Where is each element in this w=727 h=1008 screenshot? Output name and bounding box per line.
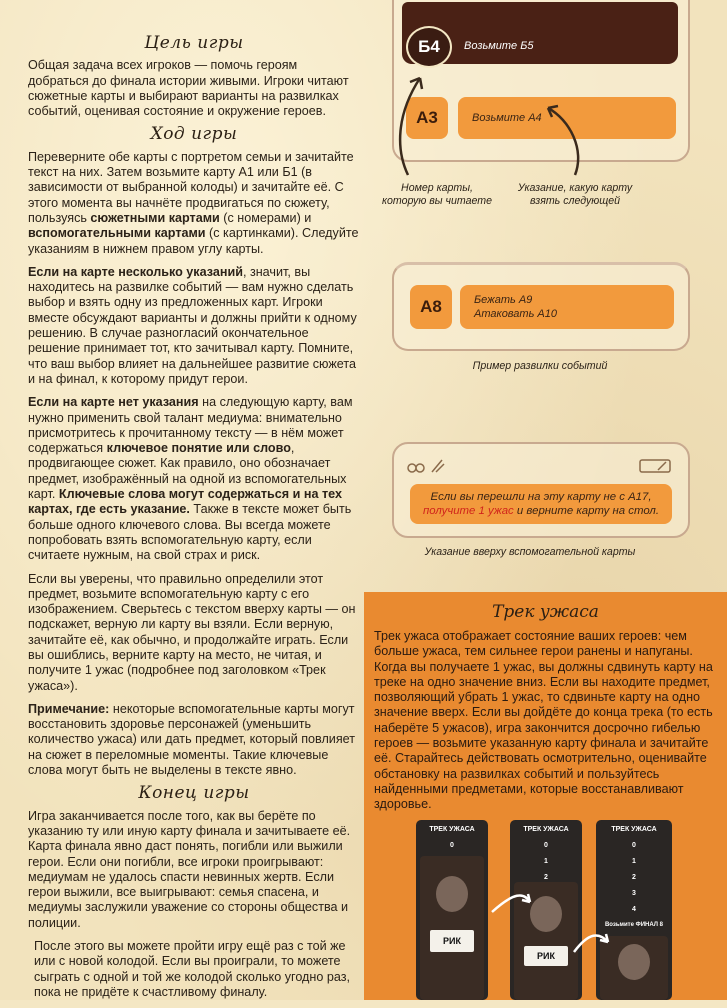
flow-paragraph-2: Если на карте несколько указаний, значит, вы находитесь на развилке событий — вам нужно сделать выбор и взять одну из предложенных карт. Игроки вместе обсуждают варианты и должны прийти к одному решению. В случае разногласий окончательное решение принимает тот, кто зачитывал карту. Помните, что ваш выбор влияет на дальнейшее развитие сюжета и на финал, к которому придут герои.	[28, 264, 357, 386]
goal-heading: Цель игры	[144, 33, 244, 53]
character-name-sign: РИК	[524, 946, 568, 966]
character-portrait	[436, 876, 468, 912]
rules-column	[28, 28, 360, 1008]
track-value: 2	[544, 874, 548, 881]
caption-fork: Пример развилки событий	[472, 360, 608, 372]
end-heading: Конец игры	[138, 783, 250, 804]
pointer-arrows	[380, 60, 620, 180]
item-line-icon	[658, 462, 666, 470]
caption-warning: Указание вверху вспомогательной карты	[424, 546, 636, 558]
fork-number-box: А8	[410, 285, 452, 329]
horror-track-panel	[364, 592, 727, 1000]
slash-icon	[432, 460, 444, 472]
warning-line-1: Если вы перешли на эту карту не с А17,	[430, 491, 652, 503]
card-number-box: А3	[406, 97, 448, 139]
warning-bar	[410, 484, 672, 524]
card-instruction-bar: Возьмите А4	[458, 97, 676, 139]
note-paragraph: Примечание: некоторые вспомогательные карты могут восстановить здоровье персонажей (уменьшить количество ужаса) или дать предмет, который повлияет на сюжет в переломные моменты. Такие ключевые слова могут быть не выделены в тексте явно.	[28, 701, 356, 778]
track-title: ТРЕК УЖАСА	[429, 826, 475, 833]
flow-paragraph-3: Если на карте нет указания на следующую карту, вам нужно применить свой талант медиума: внимательно присмотритесь к прочитанному тексту — в нём может содержаться ключевое понятие или слово, продвигающее сюжет. Как правило, оно обозначает предмет, изображённый на одной из вспомогательных карт. Ключевые слова могут содержаться и на тех картах, где есть указание. Также в тексте может быть больше одного ключевого слова. Вы всегда можете попробовать взять вспомогательную карту, если считаете нужным, на свой страх и риск.	[28, 395, 353, 563]
fork-options-bar	[460, 285, 674, 329]
final-label: Возьмите ФИНАЛ 8	[604, 922, 664, 928]
flow-paragraph-4: Если вы уверены, что правильно определили этот предмет, возьмите вспомогательную карту с его изображением. Сверьтесь с текстом вверху карты — он подскажет, верную ли карту вы взяли. Если верную, зачитайте её, как обычно, и продолжайте играть. Если вы ошиблись, верните карту на место, не читая, и получите 1 ужас (подробнее под заголовком «Трек ужаса»).	[28, 571, 356, 693]
example-card-3	[392, 442, 690, 538]
left-arrow	[400, 78, 420, 175]
track-value: 0	[632, 842, 636, 849]
track-title: ТРЕК УЖАСА	[523, 826, 569, 833]
example-card-2	[392, 262, 690, 351]
track-value: 0	[544, 842, 548, 849]
caption-next-card: Указание, какую карту взять следующей	[517, 182, 633, 207]
end-paragraph-2: После этого вы можете пройти игру ещё раз с той же или с новой колодой. Если вы проиграли, то можете сыграть с одной и той же колодой сколько угодно раз, пока не придёте к счастливому финалу.	[34, 939, 350, 999]
end-paragraph-1: Игра заканчивается после того, как вы берёте по указанию ту или иную карту финала и зачитываете её. Карта финала явно даст понять, погибли или выжили герои. Если они погибли, все игроки проигрывают: медиумам не удалось спасти невинных жертв. Если герои выжили, все выигрывают: семья спасена, и медиумы заслужили уважение со стороны общества и полиции.	[28, 808, 351, 930]
caption-card-number: Номер карты, которую вы читаете	[382, 182, 492, 207]
ring-icon	[416, 464, 424, 472]
key-icons	[406, 456, 446, 476]
right-arrow	[548, 108, 578, 175]
flow-paragraph-1: Переверните обе карты с портретом семьи и зачитайте текст на них. Затем возьмите карту А1 или Б1 (в зависимости от выбранной колоды) и зачитайте её. С этого момента вы начнёте продвигаться по сюжету, пользуясь сюжетными картами (с номерами) и вспомогательными картами (с картинками). Следуйте указаниям в нижнем правом углу карты.	[28, 149, 359, 256]
arrow-1	[492, 895, 530, 912]
card-badge-text: Возьмите Б5	[464, 40, 534, 52]
track-value: 3	[632, 890, 636, 897]
track-title: ТРЕК УЖАСА	[611, 826, 657, 833]
arrow-2	[574, 935, 608, 952]
warning-horror: получите 1 ужас	[422, 505, 514, 517]
track-arrows	[474, 852, 634, 962]
ring-icon	[408, 464, 416, 472]
track-value: 1	[632, 858, 636, 865]
track-value: 1	[544, 858, 548, 865]
track-value: 2	[632, 874, 636, 881]
goal-text: Общая задача всех игроков — помочь героям добраться до финала истории живыми. Игроки читают сюжетные карты и выбирают варианты на развилках событий, оценивая состояние и окружение героев.	[28, 58, 349, 119]
character-name-sign: РИК	[430, 930, 474, 952]
fork-option-attack: Атаковать А10	[474, 308, 557, 320]
item-icon	[638, 456, 672, 476]
track-value: 4	[632, 906, 636, 913]
fork-option-run: Бежать А9	[474, 294, 533, 306]
warning-line-2: получите 1 ужас и верните карту на стол.	[422, 505, 660, 517]
horror-text: Трек ужаса отображает состояние ваших героев: чем больше ужаса, тем сильнее герои ранены и напуганы. Когда вы получаете 1 ужас, вы должны сдвинуть карту на треке на одно значение вниз. Если вы находите предмет, позволяющий убрать 1 ужас, то сдвиньте карту на одно значение вверх. Если вы дойдёте до конца трека (то есть наберёте 5 ужасов), игра закончится досрочно гибелью героев — возьмите указанную карту финала и зачитайте её. Старайтесь действовать осмотрительно, оценивайте обстановку на развилках событий и пользуйтесь найденными предметами, которые восстанавливают здоровье.	[374, 629, 713, 812]
track-value: 0	[450, 842, 454, 849]
card-badge: Б4	[406, 26, 452, 68]
horror-heading: Трек ужаса	[492, 602, 599, 622]
flow-heading: Ход игры	[150, 124, 238, 145]
